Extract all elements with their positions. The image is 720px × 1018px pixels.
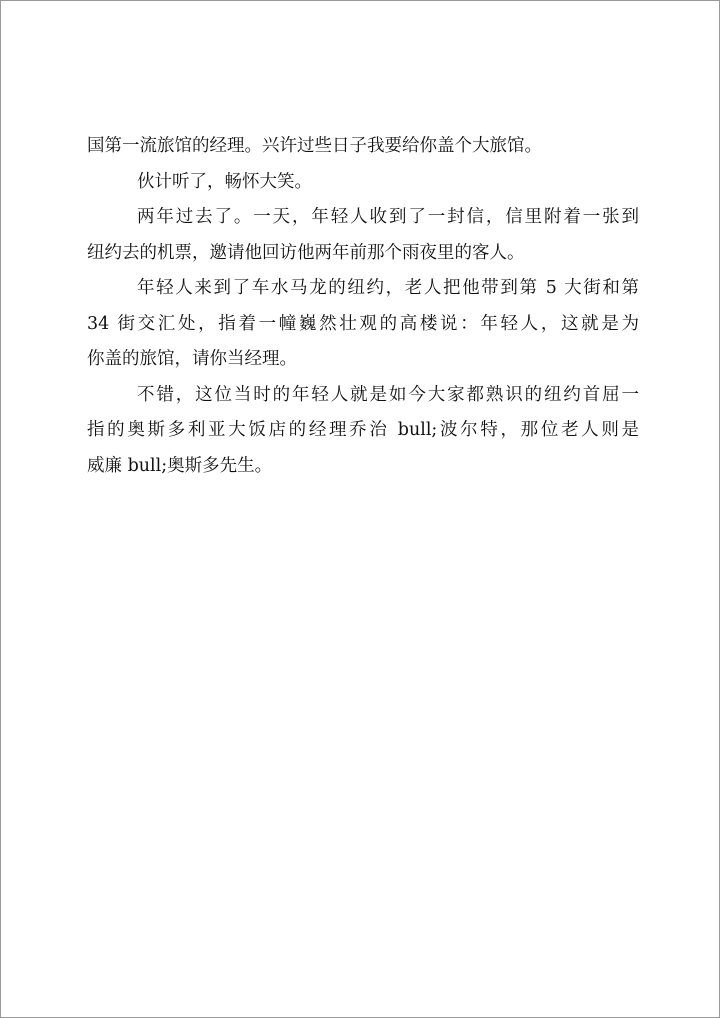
text-line: 年轻人来到了车水马龙的纽约，老人把他带到第 5 大街和第	[137, 278, 639, 298]
document-body	[87, 129, 639, 484]
text-line: 国第一流旅馆的经理。兴许过些日子我要给你盖个大旅馆。	[87, 136, 542, 156]
text-line: 纽约去的机票，邀请他回访他两年前那个雨夜里的客人。	[87, 242, 525, 263]
text-line: 不错，这位当时的年轻人就是如今大家都熟识的纽约首屈一	[137, 384, 639, 405]
text-line: 你盖的旅馆，请你当经理。	[87, 349, 297, 369]
text-line: 34 街交汇处，指着一幢巍然壮观的高楼说：年轻人，这就是为	[87, 313, 639, 334]
text-line: 威廉 bull;奥斯多先生。	[87, 455, 273, 476]
text-line: 两年过去了。一天，年轻人收到了一封信，信里附着一张到	[137, 207, 639, 227]
text-line: 伙计听了，畅怀大笑。	[137, 171, 312, 192]
text-line: 指的奥斯多利亚大饭店的经理乔治 bull;波尔特，那位老人则是	[87, 420, 639, 440]
